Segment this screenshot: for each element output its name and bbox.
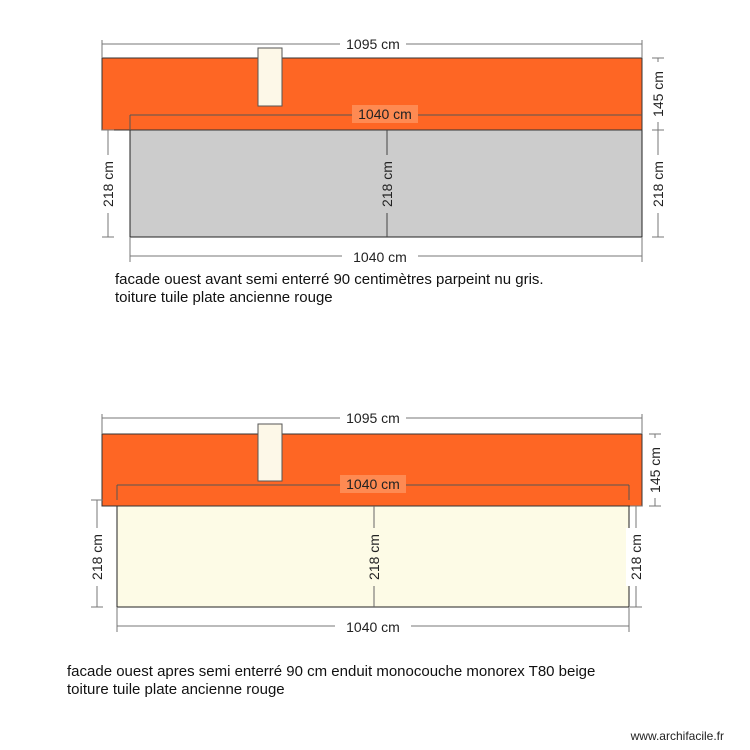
roof [102, 434, 642, 506]
wall-height-middle-label: 218 cm [366, 534, 382, 580]
facade-after [67, 410, 665, 698]
caption-line-2: toiture tuile plate ancienne rouge [115, 289, 333, 306]
chimney [258, 424, 282, 481]
chimney [258, 48, 282, 106]
roof-height-label: 145 cm [647, 447, 663, 493]
overall-width-label: 1095 cm [346, 410, 400, 426]
roof-height-label: 145 cm [650, 71, 666, 117]
wall-height-left-label: 218 cm [89, 534, 105, 580]
wall-width-top-label: 1040 cm [358, 106, 412, 122]
overall-width-label: 1095 cm [346, 36, 400, 52]
wall-height-left-label: 218 cm [100, 161, 116, 207]
wall-height-middle-label: 218 cm [379, 161, 395, 207]
watermark: www.archifacile.fr [630, 729, 724, 743]
wall-width-bottom-label: 1040 cm [353, 249, 407, 265]
caption-line-1: facade ouest avant semi enterré 90 centimètres parpeint nu gris. [115, 271, 544, 288]
caption-line-2: toiture tuile plate ancienne rouge [67, 681, 285, 698]
wall-width-top-label: 1040 cm [346, 476, 400, 492]
wall-height-right-label: 218 cm [628, 534, 644, 580]
wall-width-bottom-label: 1040 cm [346, 619, 400, 635]
wall-height-right-label: 218 cm [650, 161, 666, 207]
facade-before [98, 36, 668, 306]
caption-line-1: facade ouest apres semi enterré 90 cm enduit monocouche monorex T80 beige [67, 663, 596, 680]
